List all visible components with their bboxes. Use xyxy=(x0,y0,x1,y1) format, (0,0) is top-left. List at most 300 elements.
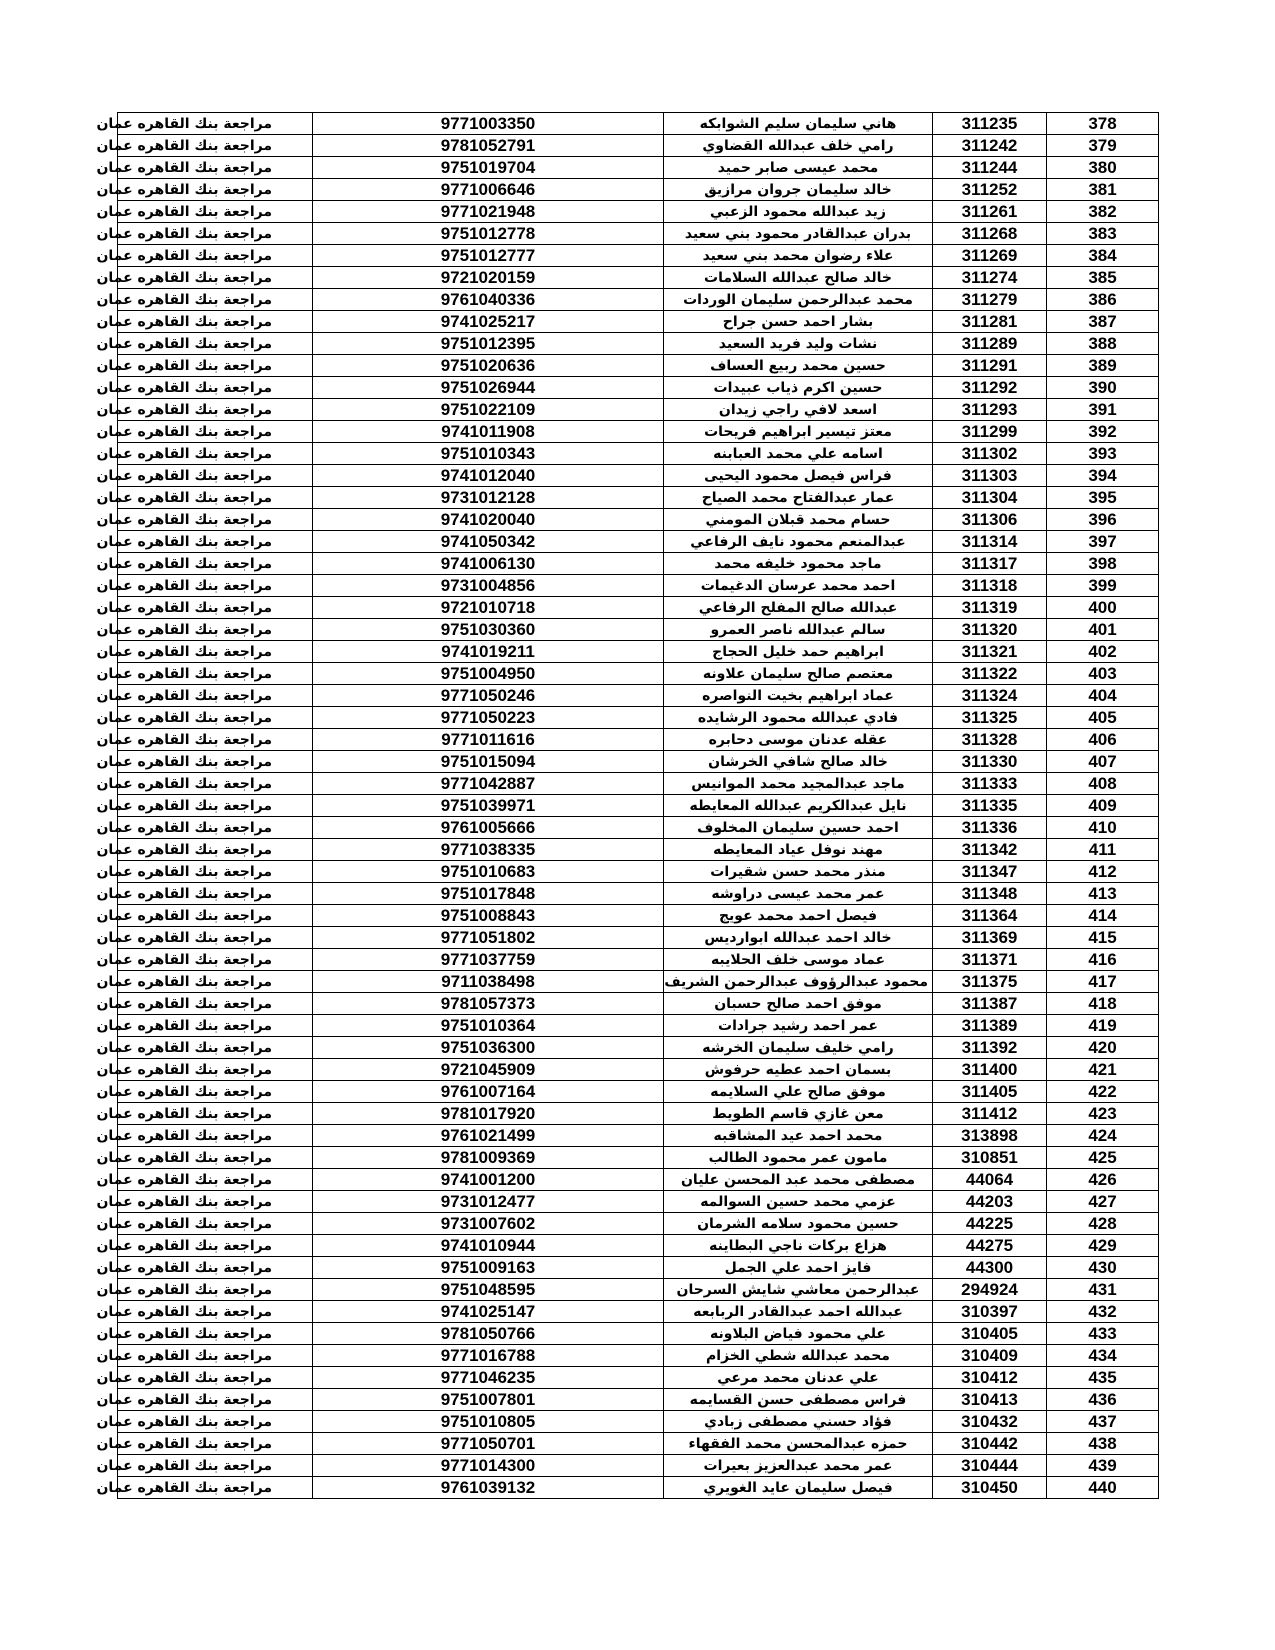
row-index-cell: 385 xyxy=(1047,267,1159,289)
employee-number-cell: 311321 xyxy=(933,641,1047,663)
employee-name-cell: رامي خلف عبدالله القضاوي xyxy=(664,135,933,157)
row-index-cell: 426 xyxy=(1047,1169,1159,1191)
note-cell: مراجعة بنك القاهره عمان xyxy=(118,1389,313,1411)
employee-name-cell: حسام محمد قبلان المومني xyxy=(664,509,933,531)
row-index-cell: 412 xyxy=(1047,861,1159,883)
employee-number-cell: 44064 xyxy=(933,1169,1047,1191)
account-number-cell: 9771006646 xyxy=(313,179,664,201)
table-row xyxy=(118,267,1159,289)
account-number-cell: 9751010343 xyxy=(313,443,664,465)
table-row xyxy=(118,773,1159,795)
account-number-cell: 9741011908 xyxy=(313,421,664,443)
note-cell: مراجعة بنك القاهره عمان xyxy=(118,399,313,421)
table-row xyxy=(118,333,1159,355)
row-index-cell: 407 xyxy=(1047,751,1159,773)
table-row xyxy=(118,1147,1159,1169)
employee-number-cell: 311369 xyxy=(933,927,1047,949)
row-index-cell: 387 xyxy=(1047,311,1159,333)
row-index-cell: 411 xyxy=(1047,839,1159,861)
table-row xyxy=(118,553,1159,575)
account-number-cell: 9751009163 xyxy=(313,1257,664,1279)
employee-name-cell: هزاع بركات ناجي البطاينه xyxy=(664,1235,933,1257)
employee-number-cell: 44203 xyxy=(933,1191,1047,1213)
account-number-cell: 9751039971 xyxy=(313,795,664,817)
employee-number-cell: 310851 xyxy=(933,1147,1047,1169)
employee-number-cell: 311371 xyxy=(933,949,1047,971)
note-cell: مراجعة بنك القاهره عمان xyxy=(118,993,313,1015)
account-number-cell: 9771050223 xyxy=(313,707,664,729)
row-index-cell: 410 xyxy=(1047,817,1159,839)
employee-name-cell: عمر محمد عيسى دراوشه xyxy=(664,883,933,905)
employee-name-cell: ماجد محمود خليفه محمد xyxy=(664,553,933,575)
note-cell: مراجعة بنك القاهره عمان xyxy=(118,1477,313,1499)
employee-name-cell: عبدالله صالح المفلح الرفاعي xyxy=(664,597,933,619)
employee-name-cell: محمد عيسى صابر حميد xyxy=(664,157,933,179)
employee-name-cell: هاني سليمان سليم الشوابكه xyxy=(664,113,933,135)
table-row xyxy=(118,509,1159,531)
row-index-cell: 439 xyxy=(1047,1455,1159,1477)
table-row xyxy=(118,1367,1159,1389)
row-index-cell: 431 xyxy=(1047,1279,1159,1301)
table-row xyxy=(118,135,1159,157)
row-index-cell: 390 xyxy=(1047,377,1159,399)
row-index-cell: 416 xyxy=(1047,949,1159,971)
row-index-cell: 438 xyxy=(1047,1433,1159,1455)
row-index-cell: 425 xyxy=(1047,1147,1159,1169)
note-cell: مراجعة بنك القاهره عمان xyxy=(118,377,313,399)
table-row xyxy=(118,641,1159,663)
employee-name-cell: ماجد عبدالمجيد محمد الموانيس xyxy=(664,773,933,795)
table-row xyxy=(118,157,1159,179)
employee-number-cell: 311324 xyxy=(933,685,1047,707)
account-number-cell: 9751010364 xyxy=(313,1015,664,1037)
employee-number-cell: 311281 xyxy=(933,311,1047,333)
row-index-cell: 437 xyxy=(1047,1411,1159,1433)
account-number-cell: 9721020159 xyxy=(313,267,664,289)
note-cell: مراجعة بنك القاهره عمان xyxy=(118,905,313,927)
note-cell: مراجعة بنك القاهره عمان xyxy=(118,729,313,751)
note-cell: مراجعة بنك القاهره عمان xyxy=(118,157,313,179)
row-index-cell: 394 xyxy=(1047,465,1159,487)
note-cell: مراجعة بنك القاهره عمان xyxy=(118,575,313,597)
employee-name-cell: فراس فيصل محمود اليحيى xyxy=(664,465,933,487)
table-row xyxy=(118,1455,1159,1477)
employee-name-cell: فيصل سليمان عايد الغويري xyxy=(664,1477,933,1499)
row-index-cell: 393 xyxy=(1047,443,1159,465)
note-cell: مراجعة بنك القاهره عمان xyxy=(118,773,313,795)
account-number-cell: 9761007164 xyxy=(313,1081,664,1103)
employee-name-cell: نايل عبدالكريم عبدالله المعايطه xyxy=(664,795,933,817)
table-row xyxy=(118,597,1159,619)
employee-number-cell: 310397 xyxy=(933,1301,1047,1323)
table-row xyxy=(118,245,1159,267)
table-row xyxy=(118,113,1159,135)
account-number-cell: 9721010718 xyxy=(313,597,664,619)
table-row xyxy=(118,905,1159,927)
note-cell: مراجعة بنك القاهره عمان xyxy=(118,817,313,839)
note-cell: مراجعة بنك القاهره عمان xyxy=(118,487,313,509)
table-row xyxy=(118,1389,1159,1411)
table-row xyxy=(118,1125,1159,1147)
employee-name-cell: احمد حسين سليمان المخلوف xyxy=(664,817,933,839)
table-row xyxy=(118,289,1159,311)
account-number-cell: 9741025217 xyxy=(313,311,664,333)
row-index-cell: 400 xyxy=(1047,597,1159,619)
row-index-cell: 384 xyxy=(1047,245,1159,267)
account-number-cell: 9751007801 xyxy=(313,1389,664,1411)
table-row xyxy=(118,1279,1159,1301)
note-cell: مراجعة بنك القاهره عمان xyxy=(118,355,313,377)
account-number-cell: 9761040336 xyxy=(313,289,664,311)
note-cell: مراجعة بنك القاهره عمان xyxy=(118,245,313,267)
employee-number-cell: 311317 xyxy=(933,553,1047,575)
note-cell: مراجعة بنك القاهره عمان xyxy=(118,1059,313,1081)
employee-name-cell: عبدالله احمد عبدالقادر الربابعه xyxy=(664,1301,933,1323)
row-index-cell: 404 xyxy=(1047,685,1159,707)
table-row xyxy=(118,201,1159,223)
employee-number-cell: 311322 xyxy=(933,663,1047,685)
account-number-cell: 9751015094 xyxy=(313,751,664,773)
note-cell: مراجعة بنك القاهره عمان xyxy=(118,135,313,157)
account-number-cell: 9771011616 xyxy=(313,729,664,751)
employee-number-cell: 311364 xyxy=(933,905,1047,927)
employee-name-cell: خالد صالح عبدالله السلامات xyxy=(664,267,933,289)
employee-name-cell: فيصل احمد محمد عويج xyxy=(664,905,933,927)
note-cell: مراجعة بنك القاهره عمان xyxy=(118,509,313,531)
note-cell: مراجعة بنك القاهره عمان xyxy=(118,531,313,553)
row-index-cell: 401 xyxy=(1047,619,1159,641)
account-number-cell: 9731012128 xyxy=(313,487,664,509)
table-row xyxy=(118,443,1159,465)
note-cell: مراجعة بنك القاهره عمان xyxy=(118,179,313,201)
table-row xyxy=(118,377,1159,399)
account-number-cell: 9731004856 xyxy=(313,575,664,597)
employee-name-cell: عمر محمد عبدالعزيز بعيرات xyxy=(664,1455,933,1477)
employee-name-cell: عماد موسى خلف الحلايبه xyxy=(664,949,933,971)
employee-number-cell: 311387 xyxy=(933,993,1047,1015)
employee-name-cell: فراس مصطفى حسن القسايمه xyxy=(664,1389,933,1411)
employee-number-cell: 310405 xyxy=(933,1323,1047,1345)
account-number-cell: 9751036300 xyxy=(313,1037,664,1059)
note-cell: مراجعة بنك القاهره عمان xyxy=(118,927,313,949)
table-row xyxy=(118,1411,1159,1433)
employee-name-cell: مصطفى محمد عبد المحسن عليان xyxy=(664,1169,933,1191)
table-row xyxy=(118,223,1159,245)
note-cell: مراجعة بنك القاهره عمان xyxy=(118,465,313,487)
account-number-cell: 9781052791 xyxy=(313,135,664,157)
employee-number-cell: 311318 xyxy=(933,575,1047,597)
row-index-cell: 436 xyxy=(1047,1389,1159,1411)
employee-number-cell: 311289 xyxy=(933,333,1047,355)
row-index-cell: 421 xyxy=(1047,1059,1159,1081)
employee-name-cell: فايز احمد علي الجمل xyxy=(664,1257,933,1279)
note-cell: مراجعة بنك القاهره عمان xyxy=(118,597,313,619)
note-cell: مراجعة بنك القاهره عمان xyxy=(118,1125,313,1147)
employee-number-cell: 311336 xyxy=(933,817,1047,839)
row-index-cell: 380 xyxy=(1047,157,1159,179)
employee-number-cell: 311412 xyxy=(933,1103,1047,1125)
employee-number-cell: 310432 xyxy=(933,1411,1047,1433)
row-index-cell: 429 xyxy=(1047,1235,1159,1257)
table-row xyxy=(118,1103,1159,1125)
employee-name-cell: عماد ابراهيم بخيت النواصره xyxy=(664,685,933,707)
note-cell: مراجعة بنك القاهره عمان xyxy=(118,971,313,993)
employee-number-cell: 311244 xyxy=(933,157,1047,179)
note-cell: مراجعة بنك القاهره عمان xyxy=(118,201,313,223)
note-cell: مراجعة بنك القاهره عمان xyxy=(118,1367,313,1389)
account-number-cell: 9771050701 xyxy=(313,1433,664,1455)
account-number-cell: 9751022109 xyxy=(313,399,664,421)
table-row xyxy=(118,707,1159,729)
employee-number-cell: 311347 xyxy=(933,861,1047,883)
employee-name-cell: خالد احمد عبدالله ابوارديس xyxy=(664,927,933,949)
employee-name-cell: فادي عبدالله محمود الرشايده xyxy=(664,707,933,729)
row-index-cell: 402 xyxy=(1047,641,1159,663)
employee-number-cell: 311392 xyxy=(933,1037,1047,1059)
employee-name-cell: اسامه علي محمد العبابنه xyxy=(664,443,933,465)
table-row xyxy=(118,883,1159,905)
account-number-cell: 9771038335 xyxy=(313,839,664,861)
row-index-cell: 388 xyxy=(1047,333,1159,355)
note-cell: مراجعة بنك القاهره عمان xyxy=(118,1169,313,1191)
employee-name-cell: عقله عدنان موسى دحابره xyxy=(664,729,933,751)
employee-number-cell: 311303 xyxy=(933,465,1047,487)
table-row xyxy=(118,839,1159,861)
employee-name-cell: عبدالرحمن معاشي شايش السرحان xyxy=(664,1279,933,1301)
table-row xyxy=(118,355,1159,377)
note-cell: مراجعة بنك القاهره عمان xyxy=(118,839,313,861)
note-cell: مراجعة بنك القاهره عمان xyxy=(118,641,313,663)
employee-name-cell: نشات وليد فريد السعيد xyxy=(664,333,933,355)
employee-number-cell: 311330 xyxy=(933,751,1047,773)
account-number-cell: 9731007602 xyxy=(313,1213,664,1235)
row-index-cell: 433 xyxy=(1047,1323,1159,1345)
row-index-cell: 440 xyxy=(1047,1477,1159,1499)
employee-name-cell: علي محمود فياض البلاونه xyxy=(664,1323,933,1345)
employee-number-cell: 311235 xyxy=(933,113,1047,135)
account-number-cell: 9771050246 xyxy=(313,685,664,707)
row-index-cell: 420 xyxy=(1047,1037,1159,1059)
employee-name-cell: موفق احمد صالح حسبان xyxy=(664,993,933,1015)
note-cell: مراجعة بنك القاهره عمان xyxy=(118,707,313,729)
row-index-cell: 397 xyxy=(1047,531,1159,553)
row-index-cell: 395 xyxy=(1047,487,1159,509)
employee-name-cell: خالد صالح شافي الخرشان xyxy=(664,751,933,773)
table-row xyxy=(118,619,1159,641)
employee-number-cell: 311335 xyxy=(933,795,1047,817)
employee-name-cell: معتصم صالح سليمان علاونه xyxy=(664,663,933,685)
employee-number-cell: 311242 xyxy=(933,135,1047,157)
row-index-cell: 435 xyxy=(1047,1367,1159,1389)
employee-name-cell: حسين محمود سلامه الشرمان xyxy=(664,1213,933,1235)
row-index-cell: 432 xyxy=(1047,1301,1159,1323)
employee-name-cell: محمد عبدالله شطي الخزام xyxy=(664,1345,933,1367)
row-index-cell: 405 xyxy=(1047,707,1159,729)
table-row xyxy=(118,1301,1159,1323)
table-row xyxy=(118,1169,1159,1191)
records-table xyxy=(96,112,1159,1499)
employee-number-cell: 44225 xyxy=(933,1213,1047,1235)
account-number-cell: 9781050766 xyxy=(313,1323,664,1345)
account-number-cell: 9751008843 xyxy=(313,905,664,927)
account-number-cell: 9751012395 xyxy=(313,333,664,355)
row-index-cell: 399 xyxy=(1047,575,1159,597)
table-row xyxy=(118,311,1159,333)
note-cell: مراجعة بنك القاهره عمان xyxy=(118,1455,313,1477)
account-number-cell: 9751030360 xyxy=(313,619,664,641)
table-row xyxy=(118,1323,1159,1345)
employee-name-cell: خالد سليمان جروان مرازيق xyxy=(664,179,933,201)
note-cell: مراجعة بنك القاهره عمان xyxy=(118,663,313,685)
row-index-cell: 413 xyxy=(1047,883,1159,905)
employee-number-cell: 311302 xyxy=(933,443,1047,465)
employee-name-cell: عبدالمنعم محمود نايف الرفاعي xyxy=(664,531,933,553)
employee-name-cell: محمود عبدالرؤوف عبدالرحمن الشريف xyxy=(664,971,933,993)
employee-name-cell: حمزه عبدالمحسن محمد الفقهاء xyxy=(664,1433,933,1455)
employee-name-cell: رامي خليف سليمان الخرشه xyxy=(664,1037,933,1059)
employee-name-cell: محمد احمد عيد المشاقبه xyxy=(664,1125,933,1147)
account-number-cell: 9781017920 xyxy=(313,1103,664,1125)
row-index-cell: 398 xyxy=(1047,553,1159,575)
employee-name-cell: علاء رضوان محمد بني سعيد xyxy=(664,245,933,267)
note-cell: مراجعة بنك القاهره عمان xyxy=(118,685,313,707)
employee-name-cell: محمد عبدالرحمن سليمان الوردات xyxy=(664,289,933,311)
row-index-cell: 427 xyxy=(1047,1191,1159,1213)
note-cell: مراجعة بنك القاهره عمان xyxy=(118,333,313,355)
employee-name-cell: حسين محمد ربيع العساف xyxy=(664,355,933,377)
employee-name-cell: حسين اكرم ذياب عبيدات xyxy=(664,377,933,399)
employee-number-cell: 311319 xyxy=(933,597,1047,619)
row-index-cell: 403 xyxy=(1047,663,1159,685)
account-number-cell: 9751012778 xyxy=(313,223,664,245)
row-index-cell: 406 xyxy=(1047,729,1159,751)
table-row xyxy=(118,1235,1159,1257)
table-row xyxy=(118,1345,1159,1367)
table-row xyxy=(118,1433,1159,1455)
account-number-cell: 9741025147 xyxy=(313,1301,664,1323)
row-index-cell: 415 xyxy=(1047,927,1159,949)
employee-name-cell: معتز تيسير ابراهيم فريحات xyxy=(664,421,933,443)
employee-number-cell: 311328 xyxy=(933,729,1047,751)
row-index-cell: 419 xyxy=(1047,1015,1159,1037)
employee-number-cell: 311320 xyxy=(933,619,1047,641)
row-index-cell: 424 xyxy=(1047,1125,1159,1147)
note-cell: مراجعة بنك القاهره عمان xyxy=(118,223,313,245)
note-cell: مراجعة بنك القاهره عمان xyxy=(118,751,313,773)
table-row xyxy=(118,1257,1159,1279)
employee-number-cell: 44275 xyxy=(933,1235,1047,1257)
employee-number-cell: 311314 xyxy=(933,531,1047,553)
employee-name-cell: بشار احمد حسن جراح xyxy=(664,311,933,333)
employee-number-cell: 311389 xyxy=(933,1015,1047,1037)
note-cell: مراجعة بنك القاهره عمان xyxy=(118,1323,313,1345)
note-cell: مراجعة بنك القاهره عمان xyxy=(118,1015,313,1037)
note-cell: مراجعة بنك القاهره عمان xyxy=(118,1037,313,1059)
table-row xyxy=(118,971,1159,993)
employee-number-cell: 311279 xyxy=(933,289,1047,311)
account-number-cell: 9741020040 xyxy=(313,509,664,531)
account-number-cell: 9771003350 xyxy=(313,113,664,135)
row-index-cell: 409 xyxy=(1047,795,1159,817)
employee-name-cell: اسعد لافي راجي زيدان xyxy=(664,399,933,421)
employee-name-cell: موفق صالح علي السلايمه xyxy=(664,1081,933,1103)
employee-number-cell: 294924 xyxy=(933,1279,1047,1301)
row-index-cell: 414 xyxy=(1047,905,1159,927)
row-index-cell: 422 xyxy=(1047,1081,1159,1103)
table-row xyxy=(118,575,1159,597)
account-number-cell: 9771037759 xyxy=(313,949,664,971)
row-index-cell: 382 xyxy=(1047,201,1159,223)
account-number-cell: 9741010944 xyxy=(313,1235,664,1257)
note-cell: مراجعة بنك القاهره عمان xyxy=(118,1235,313,1257)
row-index-cell: 434 xyxy=(1047,1345,1159,1367)
note-cell: مراجعة بنك القاهره عمان xyxy=(118,1301,313,1323)
records-table-body xyxy=(96,113,1159,1499)
employee-number-cell: 311348 xyxy=(933,883,1047,905)
row-index-cell: 381 xyxy=(1047,179,1159,201)
note-cell: مراجعة بنك القاهره عمان xyxy=(118,267,313,289)
account-number-cell: 9741050342 xyxy=(313,531,664,553)
note-cell: مراجعة بنك القاهره عمان xyxy=(118,1147,313,1169)
account-number-cell: 9721045909 xyxy=(313,1059,664,1081)
employee-name-cell: زيد عبدالله محمود الزعبي xyxy=(664,201,933,223)
account-number-cell: 9771042887 xyxy=(313,773,664,795)
table-row xyxy=(118,729,1159,751)
account-number-cell: 9741012040 xyxy=(313,465,664,487)
employee-name-cell: عزمي محمد حسين السوالمه xyxy=(664,1191,933,1213)
note-cell: مراجعة بنك القاهره عمان xyxy=(118,1103,313,1125)
table-row xyxy=(118,1477,1159,1499)
employee-number-cell: 310412 xyxy=(933,1367,1047,1389)
account-number-cell: 9761005666 xyxy=(313,817,664,839)
table-row xyxy=(118,861,1159,883)
row-index-cell: 391 xyxy=(1047,399,1159,421)
note-cell: مراجعة بنك القاهره عمان xyxy=(118,861,313,883)
note-cell: مراجعة بنك القاهره عمان xyxy=(118,553,313,575)
employee-name-cell: مهند نوفل عياد المعايطه xyxy=(664,839,933,861)
note-cell: مراجعة بنك القاهره عمان xyxy=(118,1257,313,1279)
employee-number-cell: 311375 xyxy=(933,971,1047,993)
employee-number-cell: 311306 xyxy=(933,509,1047,531)
note-cell: مراجعة بنك القاهره عمان xyxy=(118,1433,313,1455)
account-number-cell: 9751017848 xyxy=(313,883,664,905)
table-row xyxy=(118,993,1159,1015)
note-cell: مراجعة بنك القاهره عمان xyxy=(118,1081,313,1103)
employee-number-cell: 311261 xyxy=(933,201,1047,223)
table-row xyxy=(118,795,1159,817)
table-row xyxy=(118,1015,1159,1037)
employee-name-cell: ابراهيم حمد خليل الحجاج xyxy=(664,641,933,663)
row-index-cell: 418 xyxy=(1047,993,1159,1015)
employee-name-cell: احمد محمد عرسان الدغيمات xyxy=(664,575,933,597)
account-number-cell: 9771021948 xyxy=(313,201,664,223)
table-row xyxy=(118,179,1159,201)
account-number-cell: 9751048595 xyxy=(313,1279,664,1301)
employee-name-cell: عمار عبدالفتاح محمد الصياح xyxy=(664,487,933,509)
table-row xyxy=(118,531,1159,553)
note-cell: مراجعة بنك القاهره عمان xyxy=(118,795,313,817)
employee-number-cell: 310444 xyxy=(933,1455,1047,1477)
employee-number-cell: 311269 xyxy=(933,245,1047,267)
note-cell: مراجعة بنك القاهره عمان xyxy=(118,619,313,641)
account-number-cell: 9731012477 xyxy=(313,1191,664,1213)
table-row xyxy=(118,751,1159,773)
employee-number-cell: 311292 xyxy=(933,377,1047,399)
employee-name-cell: معن غازي قاسم الطويط xyxy=(664,1103,933,1125)
table-row xyxy=(118,399,1159,421)
table-row xyxy=(118,1191,1159,1213)
row-index-cell: 378 xyxy=(1047,113,1159,135)
